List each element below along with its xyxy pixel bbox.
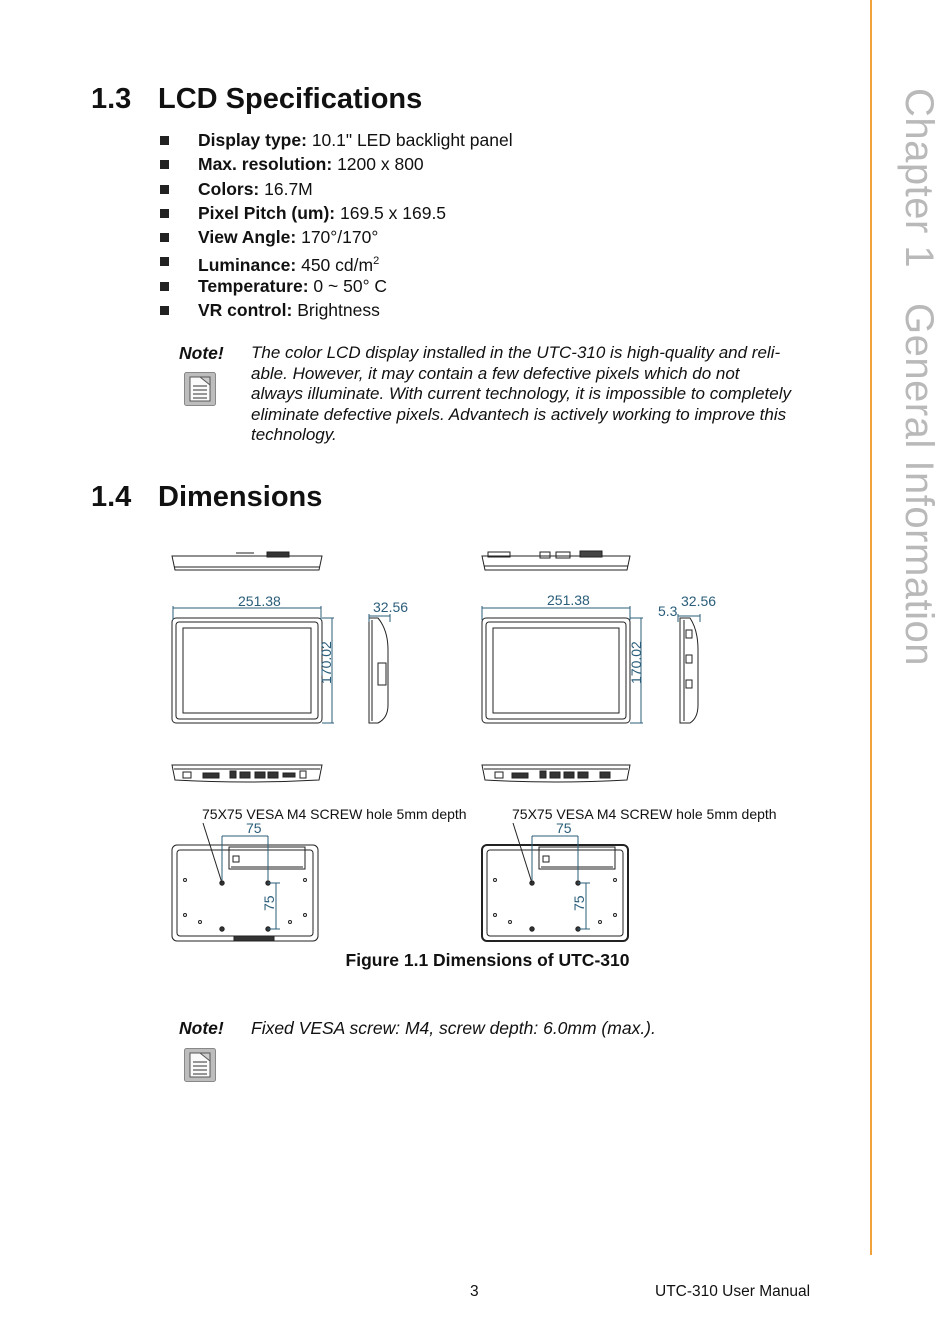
note-text: The color LCD display installed in the UTC-310 is high-quality and reli- able. However, it may contain a few defective pixels which do not always illuminate. With current technology, it is impossible to completely eliminate defective pixels. Advantech is actively working to improve this technology. (251, 343, 791, 445)
spec-label: Temperature: (198, 275, 309, 296)
section-title: Dimensions (158, 481, 323, 513)
chapter-divider-line (870, 0, 872, 1255)
left-height-label: 170.02 (318, 641, 334, 684)
left-depth-label: 32.56 (373, 599, 409, 615)
figure-caption: Figure 1.1 Dimensions of UTC-310 (345, 950, 630, 970)
spec-item (160, 152, 513, 176)
note-document-icon (184, 372, 216, 406)
chapter-side-tab (893, 88, 941, 667)
left-rear-view (172, 823, 318, 941)
bullet-icon (160, 306, 169, 315)
dimensions-drawing (0, 540, 870, 945)
left-side-view (369, 614, 390, 723)
spec-label: Display type: (198, 130, 307, 150)
right-vesa-note: 75X75 VESA M4 SCREW hole 5mm depth (512, 806, 777, 822)
bullet-icon (160, 160, 169, 169)
spec-item (160, 225, 513, 249)
bullet-icon (160, 209, 169, 218)
spec-value: 169.5 x 169.5 (339, 202, 447, 223)
spec-item (160, 249, 513, 276)
spec-label: Max. resolution: (198, 154, 333, 175)
spec-label: Luminance: (198, 255, 297, 276)
spec-item (160, 128, 513, 152)
spec-value: Brightness (297, 300, 380, 321)
right-depth-label: 32.56 (681, 593, 717, 609)
spec-label: Colors: (198, 178, 260, 199)
spec-value: 10.1" LED backlight panel (311, 130, 513, 150)
left-vesa-h-label: 75 (246, 820, 262, 836)
spec-item (160, 298, 513, 322)
spec-value: 1200 x 800 (337, 154, 424, 175)
section-number: 1.4 (91, 481, 132, 513)
right-bottom-view (482, 765, 630, 782)
bullet-icon (160, 185, 169, 194)
footer-manual-title: UTC-310 User Manual (655, 1283, 811, 1300)
chapter-side-tab-text: Chapter 1 General Information (897, 88, 941, 667)
spec-value: 0 ~ 50° C (313, 275, 388, 296)
spec-label: VR control: (198, 300, 293, 321)
left-vesa-note: 75X75 VESA M4 SCREW hole 5mm depth (202, 806, 467, 822)
bullet-icon (160, 136, 169, 145)
left-bottom-view (172, 765, 322, 782)
right-vesa-v-label: 75 (571, 895, 587, 911)
right-top-view (482, 551, 630, 570)
spec-item (160, 201, 513, 225)
left-top-view (172, 552, 322, 570)
section-title: LCD Specifications (158, 83, 423, 115)
footer-page-number: 3 (470, 1283, 479, 1300)
spec-value: 170°/170° (301, 227, 379, 248)
bullet-icon (160, 233, 169, 242)
section-number: 1.3 (91, 83, 132, 115)
left-vesa-v-label: 75 (261, 895, 277, 911)
spec-value: 450 cd/m (301, 255, 374, 276)
spec-label: Pixel Pitch (um): (198, 202, 336, 223)
bullet-icon (160, 257, 169, 266)
left-front-view (172, 606, 334, 723)
note-text: Fixed VESA screw: M4, screw depth: 6.0mm (max.). (251, 1018, 656, 1038)
right-side-view (678, 614, 700, 723)
note-document-icon (184, 1048, 216, 1082)
right-depth2-label: 5.3 (658, 603, 678, 619)
spec-item (160, 177, 513, 201)
right-width-label: 251.38 (547, 592, 590, 608)
right-rear-view (482, 823, 628, 941)
spec-superscript: 2 (373, 255, 380, 268)
spec-label: View Angle: (198, 227, 297, 248)
right-vesa-h-label: 75 (556, 820, 572, 836)
bullet-icon (160, 282, 169, 291)
spec-item (160, 274, 513, 298)
right-front-view (482, 606, 643, 723)
spec-value: 16.7M (264, 178, 313, 199)
left-width-label: 251.38 (238, 593, 281, 609)
note-label: Note! (179, 1018, 224, 1038)
right-height-label: 170.02 (628, 641, 644, 684)
spec-list (160, 128, 513, 322)
note-label: Note! (179, 343, 224, 363)
